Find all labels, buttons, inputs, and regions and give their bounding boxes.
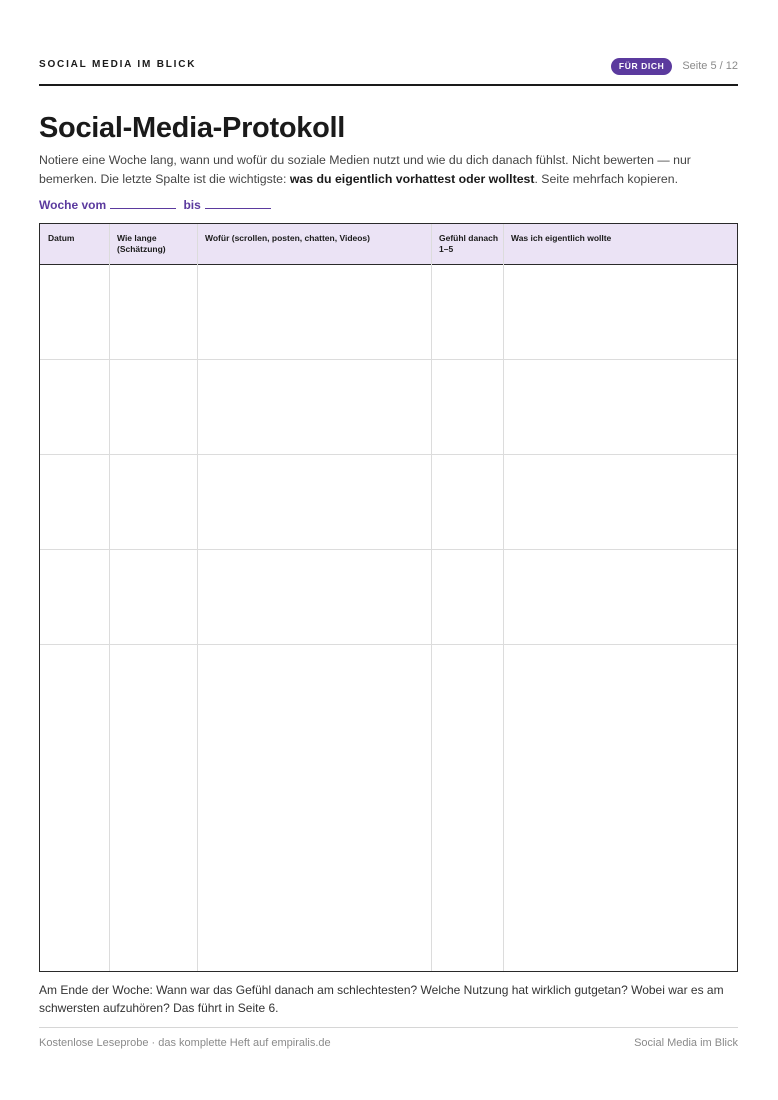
intro-text-start: Notiere eine Woche lang, wann und wofür du soziale Medien nutzt und wie du dich danach fühlst. Nicht bewerten — nur bemerken. Die letzte Spalte ist die wichtigste: [39, 153, 691, 186]
week-to-label: bis [183, 198, 201, 212]
column-header-duration: Wie lange (Schätzung) [117, 233, 166, 254]
column-header-feeling: Gefühl danach 1–5 [439, 233, 499, 254]
week-from-label: Woche vom [39, 198, 107, 212]
intro-text-end: . Seite mehrfach kopieren. [534, 172, 679, 186]
brand-label: SOCIAL MEDIA IM BLICK [39, 59, 197, 70]
row-divider [40, 454, 737, 455]
column-header-date: Datum [48, 233, 75, 243]
footer-divider [39, 1027, 738, 1028]
page-number: Seite 5 / 12 [682, 60, 738, 72]
page-header [39, 56, 738, 76]
week-to-blank[interactable] [205, 197, 271, 209]
row-divider [40, 644, 737, 645]
column-divider [109, 224, 110, 971]
footer-promo: Kostenlose Leseprobe · das komplette Heft auf empiralis.de [39, 1037, 331, 1049]
column-divider [197, 224, 198, 971]
intro-emphasis: was du eigentlich vorhattest oder wolltest [289, 172, 535, 186]
header-divider [39, 84, 738, 86]
week-range [39, 197, 275, 212]
column-header-purpose: Wofür (scrollen, posten, chatten, Videos) [205, 233, 370, 243]
column-divider [431, 224, 432, 971]
protocol-table [39, 223, 738, 972]
header-right [611, 56, 738, 76]
intro-text [39, 151, 738, 189]
page-title: Social-Media-Protokoll [39, 112, 345, 144]
audience-badge: FÜR DICH [611, 58, 672, 75]
column-divider [503, 224, 504, 971]
table-header [40, 224, 737, 265]
row-divider [40, 359, 737, 360]
row-divider [40, 549, 737, 550]
reflection-text: Am Ende der Woche: Wann war das Gefühl danach am schlechtesten? Welche Nutzung hat wirklich gutgetan? Wobei war es am schwersten aufzuhören? Das führt in Seite 6. [39, 983, 724, 1015]
column-header-intention: Was ich eigentlich wollte [511, 233, 612, 243]
footer-title: Social Media im Blick [634, 1037, 738, 1049]
week-from-blank[interactable] [110, 197, 176, 209]
